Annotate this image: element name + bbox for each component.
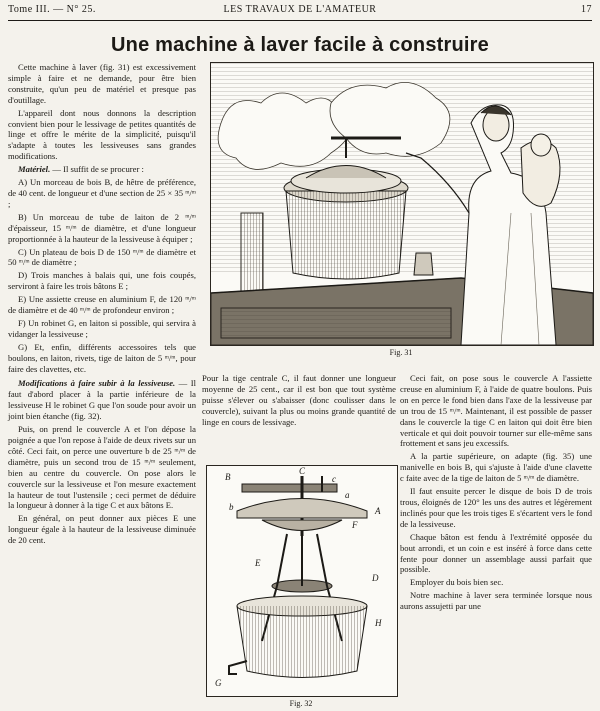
figure-32-caption: Fig. 32	[289, 699, 313, 708]
assiette-paragraph: Ceci fait, on pose sous le couvercle A l'assiette creuse en aluminium F, à l'aide de quatre boulons. Puis on en perce le fond bien dans l'axe de la lessiveuse par un trou de 15 ᵐ/ᵐ. Maintenant, il est possible de passer dans le couvercle la tige C en laiton qui doit être bien verticale et qui doit pouvoir tourner sur elle-même sans frottement et sans jeu excessifs.	[400, 373, 592, 449]
running-head	[8, 4, 592, 18]
item-f: F) Un robinet G, en laiton si possible, qui servira à vidanger la lessiveuse ;	[8, 317, 196, 339]
label-C: C	[299, 466, 306, 476]
label-A: A	[375, 506, 381, 516]
tige-centrale-paragraph: Pour la tige centrale C, il faut donner une longueur moyenne de 25 cent., car il est bon que tout système puisse s'élever ou s'abaisser (donc coulisser dans le couvercle), suivant la plus ou moins grande quantité de linge en cours de lessivage.	[202, 373, 396, 427]
figure-31-illustration	[210, 62, 594, 346]
article-title: Une machine à laver facile à construire	[111, 34, 489, 56]
volume-issue: Tome III. — N° 25.	[8, 4, 96, 15]
label-b: b	[229, 502, 234, 512]
item-c: C) Un plateau de bois D de 150 ᵐ/ᵐ de diamètre et 50 ᵐ/ᵐ de diamètre ;	[8, 246, 196, 268]
label-a: a	[345, 490, 350, 500]
manivelle-paragraph: A la partie supérieure, on adapte (fig. 35) une manivelle en bois B, qui s'ajuste à l'aide d'une clavette c faite avec de la tige de laiton de 5 ᵐ/ᵐ de diamètre.	[400, 451, 592, 484]
column-right	[400, 373, 592, 614]
header-rule	[8, 20, 592, 21]
description-paragraph: L'appareil dont nous donnons la description convient bien pour le lessivage de petites quantités de linge et offre le mérite de la simplicité, puisqu'il s'adapte à toutes les lessiveuses sans grandes modifications.	[8, 107, 196, 162]
conclusion-paragraph: Notre machine à laver sera terminée lorsque nous aurons assujetti par une	[400, 590, 592, 612]
modifications-paragraph	[8, 378, 196, 422]
baton-paragraph: Chaque bâton est fendu à l'extrémité opposée du bout arrondi, et un coin e est inséré à force dans cette fente pour donner un assemblage aussi parfait que possible.	[400, 531, 592, 575]
label-E: E	[255, 558, 261, 568]
item-e: E) Une assiette creuse en aluminium F, de 120 ᵐ/ᵐ de diamètre et de 40 ᵐ/ᵐ de profondeur environ ;	[8, 294, 196, 316]
magazine-name: LES TRAVAUX DE L'AMATEUR	[223, 4, 377, 15]
modifications-heading: Modifications à faire subir à la lessiveuse.	[18, 378, 176, 389]
item-d: D) Trois manches à balais qui, une fois coupés, serviront à faire les trois bâtons E ;	[8, 270, 196, 292]
materiel-text: — Il suffit de se procurer :	[50, 164, 144, 175]
label-H: H	[375, 618, 382, 628]
modifications-text: — Il faut d'abord placer à la partie inférieure de la lessiveuse H le robinet G que l'on soude pour avoir un joint bien étanche (fig. 32).	[8, 378, 197, 422]
label-G: G	[215, 678, 222, 688]
bois-sec-paragraph: Employer du bois bien sec.	[410, 577, 504, 588]
label-c: c	[332, 474, 336, 484]
label-D: D	[372, 573, 379, 583]
washing-scene-drawing	[211, 63, 593, 345]
figure-32-diagram	[206, 465, 398, 697]
item-a: A) Un morceau de bois B, de hêtre de préférence, de 40 cent. de longueur et d'une section de 25 × 35 ᵐ/ᵐ ;	[8, 177, 196, 209]
figure-31-caption: Fig. 31	[389, 348, 413, 357]
couvercle-paragraph: Puis, on prend le couvercle A et l'on dépose la poignée a que l'on repose à l'aide de deux rivets sur un côté. Ceci fait, on perce une ouverture b de 25 ᵐ/ᵐ de diamètre, puis un second trou de 15 ᵐ/ᵐ seulement, bien au centre du couvercle. On pose alors le couvercle sur la lessiveuse et l'on mesure exactement la hauteur de tout l'ustensile ; ceci permet de déduire la longueur à donner à la tige C et aux bâtons E.	[8, 424, 196, 511]
label-B: B	[225, 472, 231, 482]
item-b: B) Un morceau de tube de laiton de 2 ᵐ/ᵐ d'épaisseur, 15 ᵐ/ᵐ de diamètre, et d'une longueur proportionnée à la hauteur de la lessiveuse à équiper ;	[8, 211, 196, 244]
intro-paragraph: Cette machine à laver (fig. 31) est excessivement simple à faire et ne demande, pour être bien construite, qu'un peu de matériel et presque pas d'outillage.	[8, 62, 196, 105]
column-middle	[202, 373, 396, 430]
pieces-paragraph: En général, on peut donner aux pièces E une longueur égale à la hauteur de la lessiveuse diminuée de 20 cent.	[8, 513, 196, 546]
item-g: G) Et, enfin, différents accessoires tels que boulons, en laiton, rivets, tige de laiton de 5 ᵐ/ᵐ, pour faire des clavettes, etc.	[8, 341, 196, 374]
materiel-heading: Matériel.	[18, 164, 51, 175]
page-number: 17	[581, 4, 592, 15]
machine-cutaway-drawing	[207, 466, 397, 696]
disque-paragraph: Il faut ensuite percer le disque de bois D de trois trous, éloignés de 120° les uns des autres et légèrement inclinés pour que les trois tiges E s'écartent vers le fond de la lessiveuse.	[400, 486, 592, 529]
column-left	[8, 62, 196, 548]
materiel-paragraph	[8, 164, 196, 175]
label-F: F	[352, 520, 358, 530]
